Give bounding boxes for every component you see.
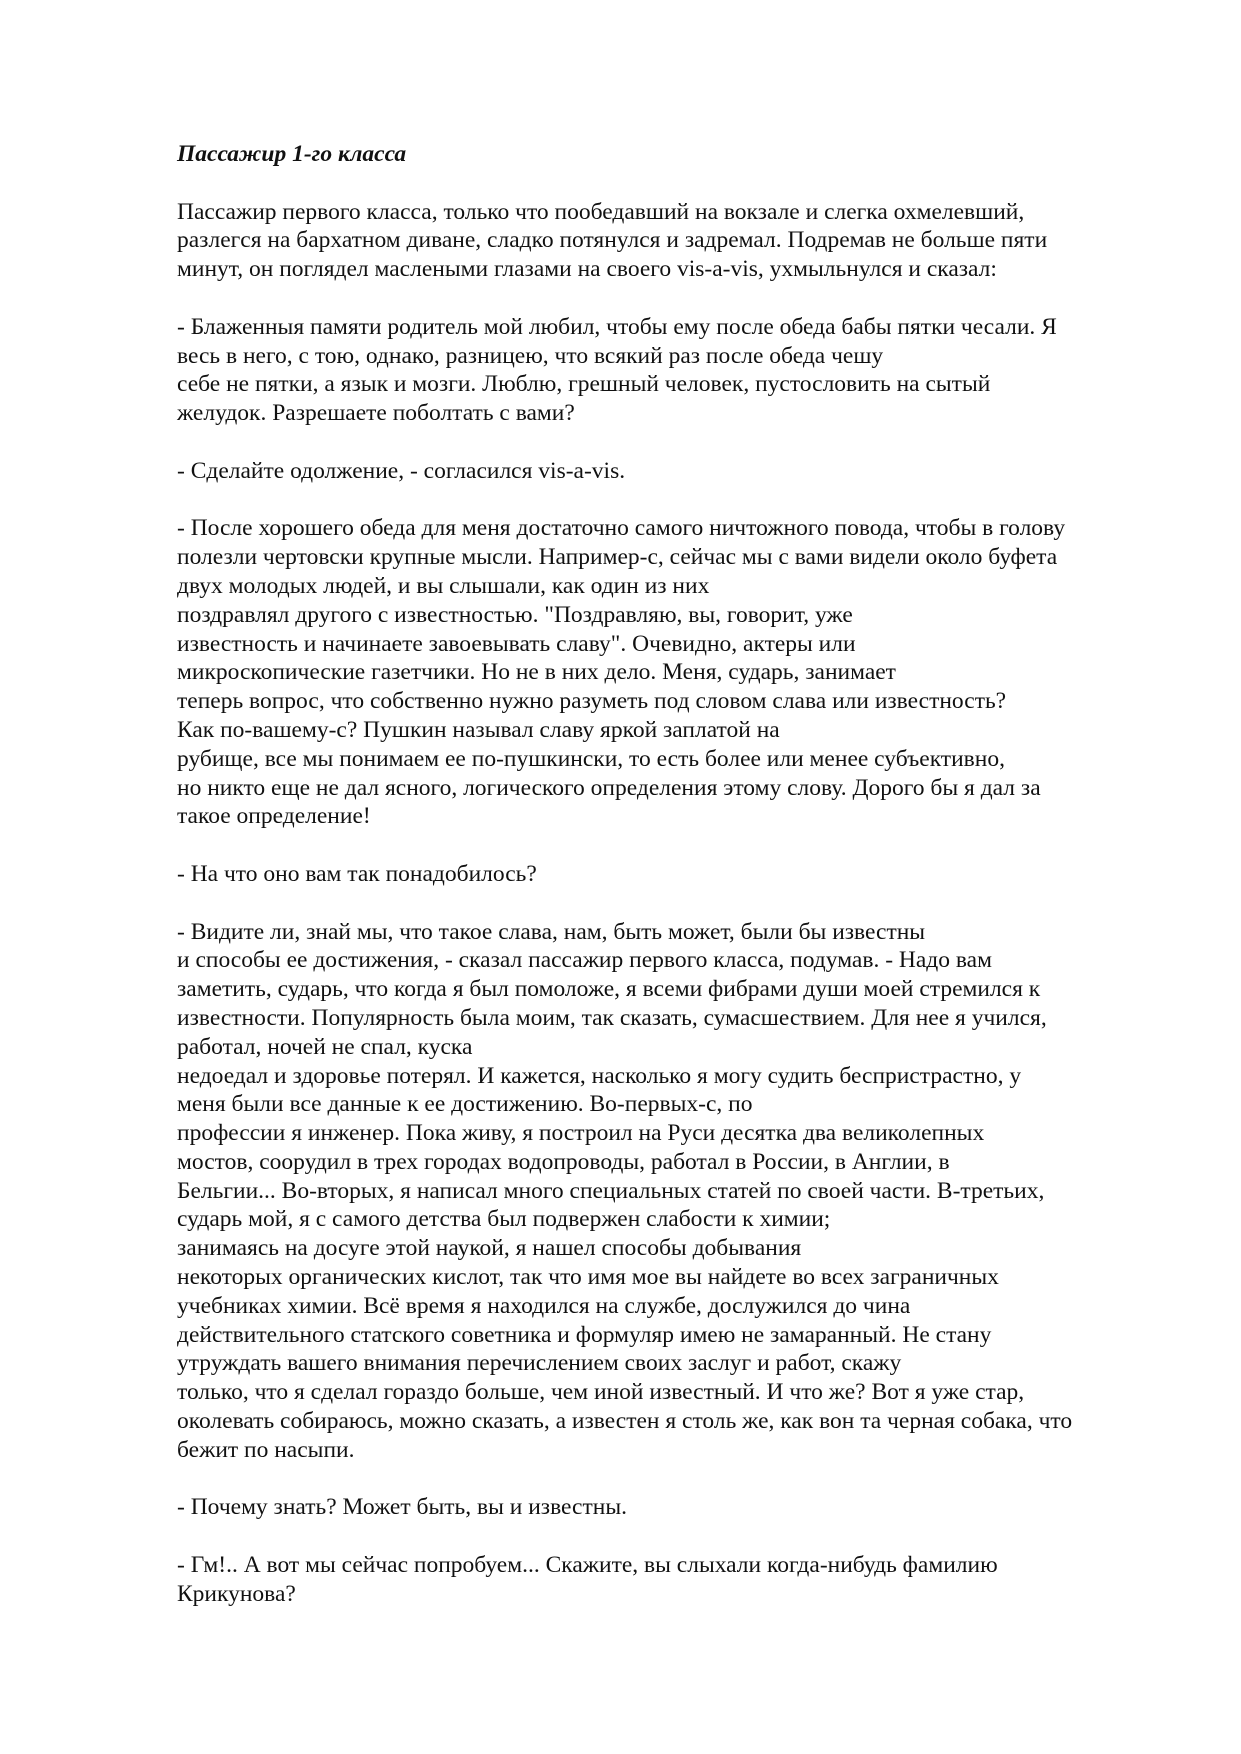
text-line: околевать собираюсь, можно сказать, а известен я столь же, как вон та черная собака, что (177, 1408, 1073, 1435)
text-line: мостов, соорудил в трех городах водопроводы, работал в России, в Англии, в (177, 1148, 950, 1175)
text-line: недоедал и здоровье потерял. И кажется, насколько я могу судить беспристрастно, у (177, 1062, 1022, 1089)
text-line: Бельгии... Во-вторых, я написал много специальных статей по своей части. В-третьих, (177, 1177, 1045, 1204)
paragraph (177, 918, 1157, 1465)
text-line: занимаясь на досуге этой наукой, я нашел способы добывания (177, 1235, 802, 1262)
text-line: известность и начинаете завоевывать славу". Очевидно, актеры или (177, 630, 856, 657)
paragraph (177, 514, 1157, 831)
text-line: но никто еще не дал ясного, логического определения этому слову. Дорого бы я дал за (177, 774, 1041, 801)
paragraph (177, 1551, 1157, 1609)
text-line: сударь мой, я с самого детства был подвержен слабости к химии; (177, 1206, 831, 1233)
text-line: меня были все данные к ее достижению. Во-первых-с, по (177, 1091, 753, 1118)
text-line: полезли чертовски крупные мысли. Например-с, сейчас мы с вами видели около буфета (177, 544, 1058, 571)
text-line: Как по-вашему-с? Пушкин называл славу яркой заплатой на (177, 716, 780, 743)
text-line: - Блаженныя памяти родитель мой любил, чтобы ему после обеда бабы пятки чесали. Я (177, 313, 1057, 340)
paragraph (177, 457, 1157, 486)
text-line: профессии я инженер. Пока живу, я построил на Руси десятка два великолепных (177, 1120, 985, 1147)
text-line: учебниках химии. Всё время я находился на службе, дослужился до чина (177, 1292, 911, 1319)
text-line: - Сделайте одолжение, - согласился vis-a-vis. (177, 457, 626, 484)
text-line: бежит по насыпи. (177, 1436, 355, 1463)
text-line: теперь вопрос, что собственно нужно разуметь под словом слава или известность? (177, 688, 1007, 715)
document-title: Пассажир 1-го класса (177, 141, 407, 167)
text-line: заметить, сударь, что когда я был помоложе, я всеми фибрами души моей стремился к (177, 976, 1041, 1003)
text-line: весь в него, с тою, однако, разницею, что всякий раз после обеда чешу (177, 342, 884, 369)
text-line: утруждать вашего внимания перечислением своих заслуг и работ, скажу (177, 1350, 902, 1377)
text-line: себе не пятки, а язык и мозги. Люблю, грешный человек, пустословить на сытый (177, 371, 991, 398)
text-line: поздравлял другого с известностью. "Поздравляю, вы, говорит, уже (177, 601, 853, 628)
text-line: только, что я сделал гораздо больше, чем иной известный. И что же? Вот я уже стар, (177, 1379, 1025, 1406)
paragraph-list (177, 198, 1157, 1609)
paragraph (177, 313, 1157, 428)
text-line: известности. Популярность была моим, так сказать, сумасшествием. Для нее я учился, (177, 1004, 1047, 1031)
text-line: микроскопические газетчики. Но не в них дело. Меня, сударь, занимает (177, 659, 896, 686)
text-line: такое определение! (177, 803, 371, 830)
text-line: действительного статского советника и формуляр имею не замаранный. Не стану (177, 1321, 992, 1348)
text-line: Пассажир первого класса, только что пообедавший на вокзале и слегка охмелевший, (177, 198, 1025, 225)
text-line: и способы ее достижения, - сказал пассажир первого класса, подумав. - Надо вам (177, 947, 992, 974)
text-line: - Гм!.. А вот мы сейчас попробуем... Скажите, вы слыхали когда-нибудь фамилию (177, 1552, 998, 1579)
document-body (177, 140, 1157, 1637)
text-line: - На что оно вам так понадобилось? (177, 860, 537, 887)
paragraph (177, 198, 1157, 284)
text-line: - Почему знать? Может быть, вы и известны. (177, 1494, 627, 1521)
paragraph (177, 1493, 1157, 1522)
text-line: желудок. Разрешаете поболтать с вами? (177, 400, 575, 427)
text-line: Крикунова? (177, 1580, 296, 1607)
text-line: - После хорошего обеда для меня достаточно самого ничтожного повода, чтобы в голову (177, 515, 1066, 542)
text-line: двух молодых людей, и вы слышали, как один из них (177, 572, 710, 599)
paragraph (177, 860, 1157, 889)
text-line: работал, ночей не спал, куска (177, 1033, 473, 1060)
text-line: рубище, все мы понимаем ее по-пушкински, то есть более или менее субъективно, (177, 745, 1005, 772)
text-line: - Видите ли, знай мы, что такое слава, нам, быть может, были бы известны (177, 918, 926, 945)
text-line: минут, он поглядел маслеными глазами на своего vis-a-vis, ухмыльнулся и сказал: (177, 256, 997, 283)
text-line: некоторых органических кислот, так что имя мое вы найдете во всех заграничных (177, 1264, 999, 1291)
text-line: разлегся на бархатном диване, сладко потянулся и задремал. Подремав не больше пяти (177, 227, 1048, 254)
